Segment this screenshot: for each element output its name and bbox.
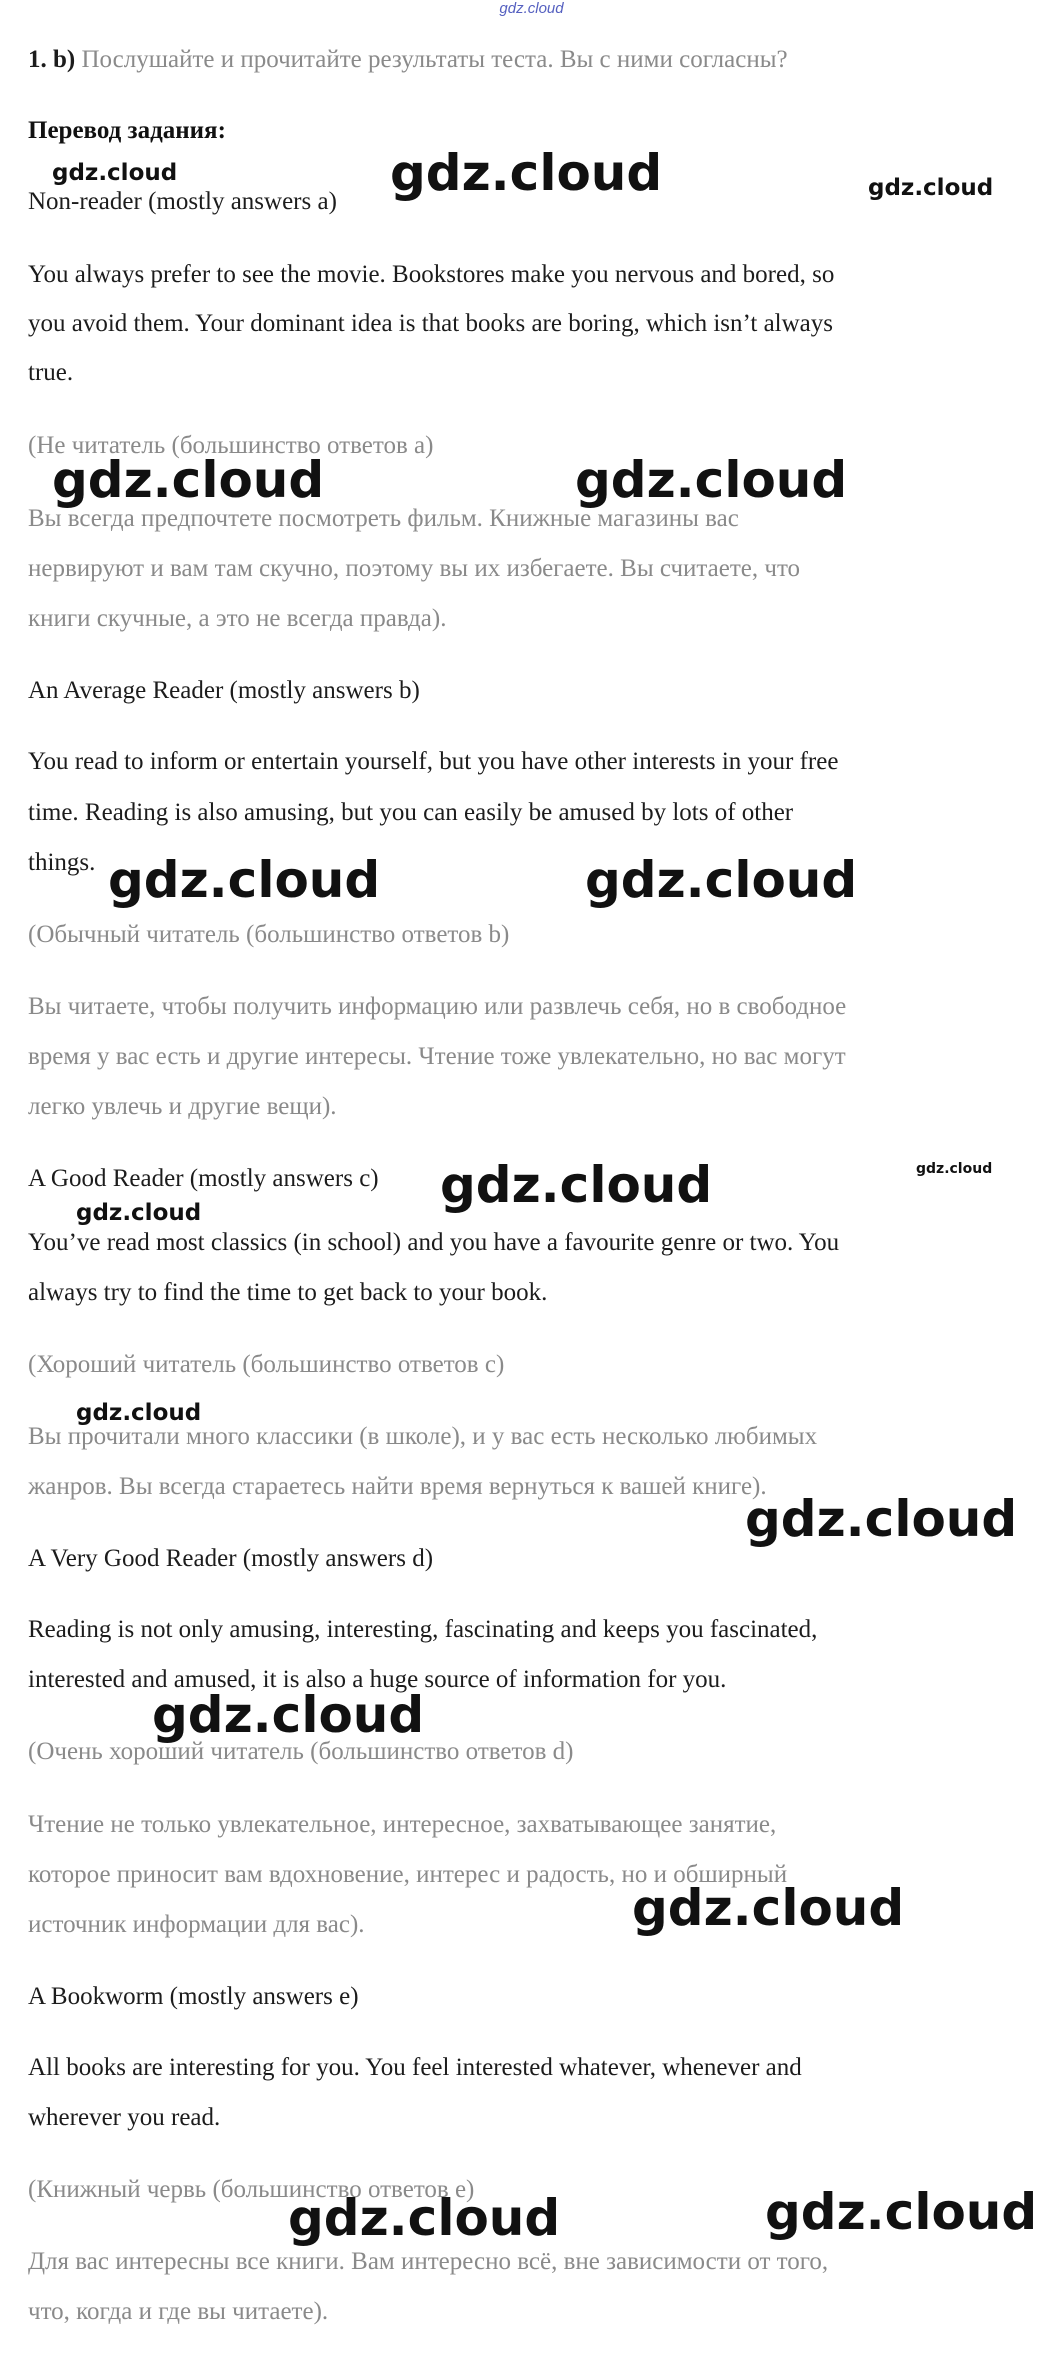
russian-line: Вы прочитали много классики (в школе), и у вас есть несколько любимых (28, 1423, 818, 1450)
watermark: gdz.cloud (52, 160, 178, 186)
russian-line: время у вас есть и другие интересы. Чтение тоже увлекательно, но вас могут (28, 1043, 846, 1070)
russian-title: (Очень хороший читатель (большинство ответов d) (28, 1738, 574, 1765)
russian-line: книги скучные, а это не всегда правда). (28, 605, 447, 632)
english-line: time. Reading is also amusing, but you can easily be amused by lots of other (28, 799, 794, 826)
watermark: gdz.cloud (108, 851, 381, 909)
watermark: gdz.cloud (916, 1161, 993, 1177)
russian-line: Вы всегда предпочтете посмотреть фильм. Книжные магазины вас (28, 505, 739, 532)
english-line: interested and amused, it is also a huge source of information for you. (28, 1666, 727, 1693)
watermark: gdz.cloud (868, 175, 994, 201)
watermark: gdz.cloud (76, 1400, 202, 1426)
russian-line: которое приносит вам вдохновение, интерес и радость, но и обширный (28, 1861, 788, 1888)
watermark: gdz.cloud (288, 2189, 561, 2247)
task-text: Послушайте и прочитайте результаты теста. Вы с ними согласны? (81, 46, 788, 73)
english-line: You’ve read most classics (in school) and you have a favourite genre or two. You (28, 1229, 840, 1256)
watermark: gdz.cloud (76, 1200, 202, 1226)
section-title: A Bookworm (mostly answers e) (28, 1983, 359, 2010)
english-line: You read to inform or entertain yourself, but you have other interests in your free (28, 748, 839, 775)
english-line: wherever you read. (28, 2104, 221, 2131)
section-title: An Average Reader (mostly answers b) (28, 677, 420, 704)
russian-line: источник информации для вас). (28, 1911, 365, 1938)
english-line: Reading is not only amusing, interesting, fascinating and keeps you fascinated, (28, 1616, 818, 1643)
task-line (28, 35, 1008, 85)
english-line: You always prefer to see the movie. Bookstores make you nervous and bored, so (28, 261, 835, 288)
english-line: things. (28, 849, 96, 876)
watermark: gdz.cloud (52, 451, 325, 509)
english-line: All books are interesting for you. You feel interested whatever, whenever and (28, 2054, 802, 2081)
russian-line: легко увлечь и другие вещи). (28, 1093, 337, 1120)
russian-line: жанров. Вы всегда стараетесь найти время вернуться к вашей книге). (28, 1473, 767, 1500)
task-number: 1. b) (28, 46, 76, 73)
section-title: A Very Good Reader (mostly answers d) (28, 1545, 434, 1572)
english-line: true. (28, 359, 74, 386)
watermark: gdz.cloud (585, 851, 858, 909)
watermark: gdz.cloud (440, 1156, 713, 1214)
watermark: gdz.cloud (152, 1686, 425, 1744)
watermark: gdz.cloud (575, 451, 848, 509)
watermark: gdz.cloud (745, 1490, 1018, 1548)
russian-line: Для вас интересны все книги. Вам интересно всё, вне зависимости от того, (28, 2248, 829, 2275)
russian-line: Вы читаете, чтобы получить информацию или развлечь себя, но в свободное (28, 993, 847, 1020)
translation-heading: Перевод задания: (28, 117, 226, 144)
russian-title: (Хороший читатель (большинство ответов с) (28, 1351, 505, 1378)
russian-title: (Книжный червь (большинство ответов е) (28, 2176, 475, 2203)
watermark: gdz.cloud (390, 144, 663, 202)
watermark: gdz.cloud (632, 1879, 905, 1937)
russian-line: что, когда и где вы читаете). (28, 2298, 329, 2325)
english-line: always try to find the time to get back to your book. (28, 1279, 548, 1306)
english-line: you avoid them. Your dominant idea is that books are boring, which isn’t always (28, 310, 833, 337)
russian-line: нервируют и вам там скучно, поэтому вы их избегаете. Вы считаете, что (28, 555, 801, 582)
watermark: gdz.cloud (765, 2183, 1038, 2241)
section-title: A Good Reader (mostly answers c) (28, 1165, 379, 1192)
russian-line: Чтение не только увлекательное, интересное, захватывающее занятие, (28, 1811, 777, 1838)
russian-title: (Не читатель (большинство ответов а) (28, 432, 434, 459)
site-mark: gdz.cloud (499, 0, 564, 17)
russian-title: (Обычный читатель (большинство ответов b) (28, 921, 510, 948)
section-title: Non-reader (mostly answers a) (28, 188, 337, 215)
